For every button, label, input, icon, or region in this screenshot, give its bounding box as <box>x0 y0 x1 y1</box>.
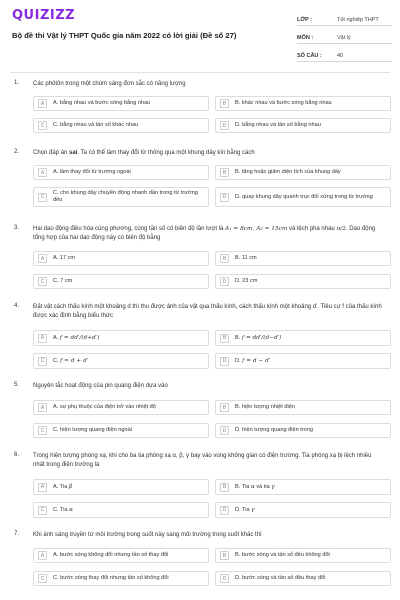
option-letter: D <box>220 357 229 366</box>
option-letter: D <box>220 193 229 202</box>
question-7 <box>14 531 390 595</box>
option-text: B. 11 cm <box>235 255 257 261</box>
meta-value: 40 <box>337 53 344 59</box>
option-text: C. 7 cm <box>53 278 73 284</box>
option-letter: A <box>38 483 47 492</box>
option-text: D. 23 cm <box>235 278 258 284</box>
meta-row-count <box>297 49 392 62</box>
option-text: A. sự phụ thuộc của điện trở vào nhiệt độ <box>53 404 156 410</box>
option-text: D. quay khung dây quanh trục đối xứng trong từ trường <box>235 193 373 200</box>
option-d[interactable] <box>215 118 391 133</box>
option-b[interactable] <box>215 479 391 495</box>
option-text: B. khác nhau và bước sóng bằng nhau <box>235 100 332 106</box>
option-letter: D <box>220 574 229 583</box>
question-text-b: và lệch pha nhau <box>287 226 337 232</box>
option-c[interactable] <box>33 571 209 586</box>
option-b[interactable] <box>215 251 391 266</box>
option-text: D. bằng nhau và tần số bằng nhau <box>235 122 321 128</box>
option-letter: A <box>38 551 47 560</box>
question-text-post: . Ta có thể làm thay đổi từ thông qua một khung dây kín bằng cách <box>77 150 255 156</box>
option-text <box>53 358 88 365</box>
option-b[interactable] <box>215 96 391 111</box>
option-text: B. bước sóng và tần số đều không đổi <box>235 552 330 558</box>
option-letter: A <box>38 254 47 263</box>
option-c[interactable] <box>33 502 209 518</box>
option-letter: C <box>38 193 47 202</box>
option-prefix: D. Tia <box>235 506 252 513</box>
option-formula: f = d − d′ <box>242 357 271 364</box>
option-b[interactable] <box>215 400 391 415</box>
option-a[interactable] <box>33 479 209 495</box>
option-text: C. cho khung dây chuyển động nhanh dần trong từ trường đều <box>53 190 198 203</box>
option-letter: B <box>220 254 229 263</box>
question-6 <box>14 452 390 524</box>
option-letter: C <box>38 357 47 366</box>
option-letter: C <box>38 426 47 435</box>
option-letter: B <box>220 551 229 560</box>
meta-value: Tốt nghiệp THPT <box>337 17 379 23</box>
question-5 <box>14 382 390 442</box>
meta-key: MÔN : <box>297 35 314 41</box>
option-text: B. hiện tượng nhiệt điện <box>235 404 295 410</box>
option-b[interactable] <box>215 330 391 346</box>
meta-key: LỚP : <box>297 17 312 23</box>
option-letter: B <box>220 334 229 343</box>
option-letter: C <box>38 121 47 130</box>
option-text <box>53 507 73 514</box>
option-text: A. làm thay đổi từ trường ngoài <box>53 169 131 175</box>
option-text <box>53 484 72 491</box>
option-text: C. hiện tượng quang điện ngoài <box>53 427 132 433</box>
option-c[interactable] <box>33 274 209 289</box>
option-letter: A <box>38 99 47 108</box>
option-text: A. 17 cm <box>53 255 76 261</box>
option-text: D. hiện tượng quang điện trong <box>235 427 314 433</box>
option-symbol: β <box>68 483 73 490</box>
option-c[interactable] <box>33 187 209 207</box>
option-letter: A <box>38 334 47 343</box>
question-text-pre: Chọn đáp án <box>33 150 70 156</box>
option-letter: B <box>220 483 229 492</box>
question-1 <box>14 80 390 140</box>
question-text: Đặt vật cách thấu kính một khoảng d thì thu được ảnh của vật qua thấu kính, cách thấu kính một khoảng d'. Tiêu cự f của thấu kính được xác định bằng biểu thức <box>33 304 382 319</box>
option-b[interactable] <box>215 165 391 180</box>
option-letter: C <box>38 574 47 583</box>
option-text <box>235 358 270 365</box>
option-letter: D <box>220 506 229 515</box>
question-number: 4. <box>14 303 20 309</box>
option-letter: D <box>220 121 229 130</box>
option-symbol: γ <box>251 506 255 513</box>
question-text-bold: sai <box>69 150 78 156</box>
question-text: Khi ánh sáng truyền từ môi trường trong suốt này sang môi trường trong suốt khác thì <box>33 532 262 538</box>
option-d[interactable] <box>215 187 391 207</box>
option-prefix: C. Tia <box>53 506 70 513</box>
option-d[interactable] <box>215 571 391 586</box>
question-number: 7. <box>14 531 20 537</box>
option-formula: f = dd′/(d−d′) <box>241 334 282 341</box>
question-number: 1. <box>14 80 20 86</box>
option-text: B. tăng hoặc giảm diện tích của khung dây <box>235 169 341 175</box>
option-prefix: C. <box>53 357 61 364</box>
option-prefix: A. Tia <box>53 483 69 490</box>
header-divider <box>10 72 390 73</box>
question-text: Các phôtôn trong một chùm sáng đơn sắc có năng lượng <box>33 81 186 87</box>
question-math-amplitudes: A₁ = 8cm, A₂ = 15cm <box>225 226 288 232</box>
option-d[interactable] <box>215 274 391 289</box>
question-text: Trong hiện tượng phóng xạ, khi cho ba tia phóng xạ α, β, γ bay vào vùng không gian có điện trường. Tia phóng xạ bị lệch nhiều nhất trong điện trường là <box>33 453 372 468</box>
option-letter: B <box>220 99 229 108</box>
question-3 <box>14 225 390 297</box>
option-a[interactable] <box>33 330 209 346</box>
option-a[interactable] <box>33 548 209 563</box>
option-d[interactable] <box>215 353 391 369</box>
option-text: A. bằng nhau và bước sóng bằng nhau <box>53 100 151 106</box>
meta-row-class <box>297 13 392 26</box>
option-letter: D <box>220 426 229 435</box>
question-text <box>33 225 383 243</box>
question-number: 6. <box>14 452 20 458</box>
option-prefix: B. <box>235 334 242 341</box>
quizizz-logo: QUIZIZZ <box>12 8 76 23</box>
option-symbol: α <box>250 483 255 490</box>
option-c[interactable] <box>33 353 209 369</box>
option-suffix: và tia <box>254 483 272 490</box>
option-formula: f = dd′/(d+d′) <box>59 334 100 341</box>
question-4 <box>14 303 390 378</box>
option-prefix: D. <box>235 357 243 364</box>
option-a[interactable] <box>33 251 209 266</box>
page-header <box>0 0 400 70</box>
option-a[interactable] <box>33 165 209 180</box>
option-symbol-2: γ <box>271 483 275 490</box>
option-a[interactable] <box>33 400 209 415</box>
option-letter: C <box>38 277 47 286</box>
option-a[interactable] <box>33 96 209 111</box>
meta-row-subject <box>297 31 392 44</box>
meta-value: Vật lý <box>337 35 351 41</box>
option-text <box>235 484 275 491</box>
option-letter: A <box>38 403 47 412</box>
option-symbol: α <box>69 506 74 513</box>
document-title: Bộ đề thi Vật lý THPT Quốc gia năm 2022 có lời giải (Đề số 27) <box>12 31 237 40</box>
option-text <box>235 507 255 514</box>
option-letter: B <box>220 168 229 177</box>
option-c[interactable] <box>33 118 209 133</box>
option-letter: B <box>220 403 229 412</box>
option-d[interactable] <box>215 502 391 518</box>
option-b[interactable] <box>215 548 391 563</box>
option-d[interactable] <box>215 423 391 438</box>
option-text: C. bước sóng thay đổi nhưng tần số không đổi <box>53 575 169 581</box>
question-text-c: . Dao động tổng hợp của hai dao động này có biên độ bằng <box>33 226 376 241</box>
option-prefix: B. Tia <box>235 483 251 490</box>
option-formula: f = d + d′ <box>60 357 89 364</box>
option-prefix: A. <box>53 334 60 341</box>
option-text: C. bằng nhau và tần số khác nhau <box>53 122 139 128</box>
option-letter: C <box>38 506 47 515</box>
meta-table <box>297 13 392 67</box>
question-math-phase: π/2 <box>336 226 346 232</box>
question-number: 5. <box>14 382 20 388</box>
option-letter: D <box>220 277 229 286</box>
question-text <box>33 149 383 158</box>
question-text-a: Hai dao động điều hòa cùng phương, cùng tần số có biên độ lần lượt là <box>33 226 226 232</box>
question-text: Nguyên tắc hoạt động của pin quang điện dựa vào <box>33 383 168 389</box>
question-number: 3. <box>14 225 20 231</box>
question-number: 2. <box>14 149 20 155</box>
option-text <box>53 335 99 342</box>
meta-key: SỐ CÂU : <box>297 53 322 59</box>
question-2 <box>14 149 390 219</box>
option-text: A. bước sóng không đổi nhưng tần số thay đổi <box>53 552 169 558</box>
option-text: D. bước sóng và tần số đều thay đổi <box>235 575 326 581</box>
option-c[interactable] <box>33 423 209 438</box>
option-text <box>235 335 281 342</box>
option-letter: A <box>38 168 47 177</box>
